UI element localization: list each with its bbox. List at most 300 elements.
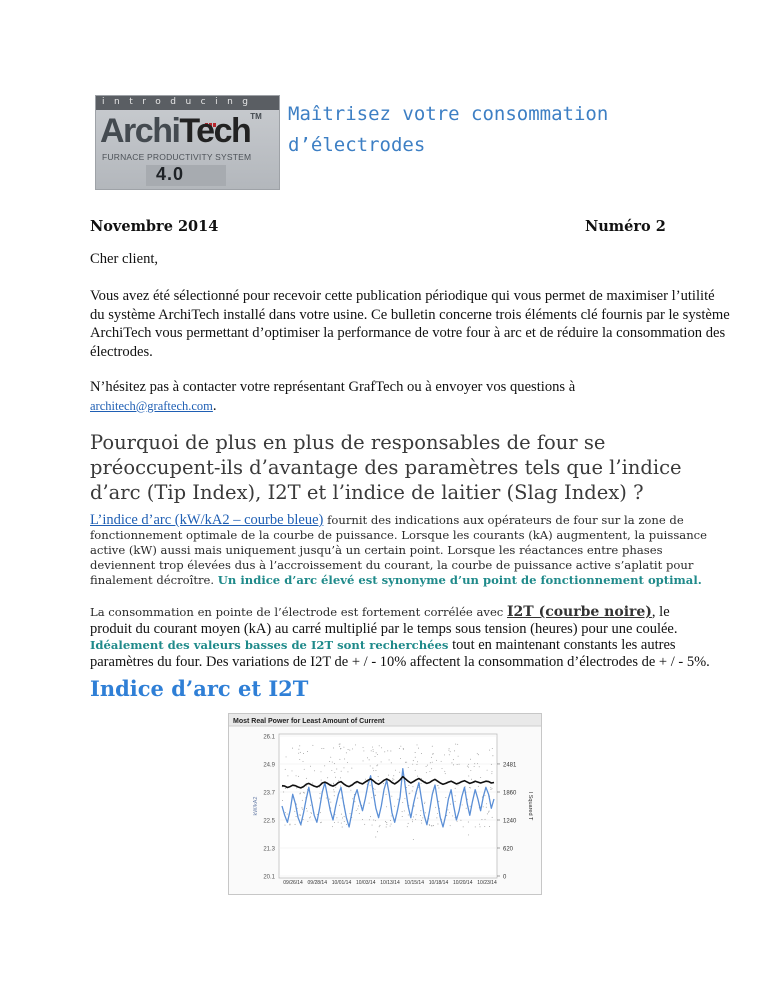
scatter-point [306,785,307,786]
tip-index-link[interactable]: L’indice d’arc (kW/kA2 – courbe bleue) [90,512,324,528]
scatter-point [303,792,304,793]
scatter-point [381,761,382,762]
scatter-point [451,762,452,763]
scatter-point [373,749,374,750]
scatter-point [489,750,490,751]
scatter-point [354,801,355,802]
scatter-point [406,762,407,763]
scatter-point [377,764,378,765]
scatter-point [371,797,372,798]
left-tick-label: 22.5 [263,818,275,825]
scatter-point [341,798,342,799]
scatter-point [425,812,426,813]
scatter-point [449,812,450,813]
scatter-point [340,748,341,749]
scatter-point [363,760,364,761]
scatter-point [350,790,351,791]
scatter-point [432,754,433,755]
logo-wordmark: ArchiTech™ [100,112,262,150]
scatter-point [292,770,293,771]
scatter-point [341,771,342,772]
scatter-point [314,770,315,771]
scatter-point [492,771,493,772]
scatter-point [432,762,433,763]
scatter-point [299,745,300,746]
scatter-point [463,826,464,827]
section-heading: Pourquoi de plus en plus de responsables de four se préoccupent-ils d’avantage des paramètres tels que l’indice d’arc (Tip Index), I2T et l’indice de laitier (Slag Index) ? [90,431,682,504]
scatter-point [363,750,364,751]
scatter-point [490,787,491,788]
scatter-point [340,786,341,787]
scatter-point [370,816,371,817]
scatter-point [444,754,445,755]
logo-version: 4.0 [156,164,185,184]
scatter-point [408,767,409,768]
scatter-point [404,798,405,799]
right-axis-label: I Squared T [527,791,533,821]
scatter-point [426,766,427,767]
scatter-point [393,775,394,776]
scatter-point [437,824,438,825]
scatter-point [301,807,302,808]
scatter-point [404,810,405,811]
scatter-point [474,763,475,764]
scatter-point [408,823,409,824]
scatter-point [479,824,480,825]
scatter-point [453,764,454,765]
tip-index-emphasis: Un indice d’arc élevé est synonyme d’un point de fonctionnement optimal. [217,573,702,587]
scatter-point [412,764,413,765]
scatter-point [364,824,365,825]
scatter-point [387,750,388,751]
scatter-point [300,752,301,753]
scatter-point [421,820,422,821]
scatter-point [352,748,353,749]
scatter-point [393,779,394,780]
scatter-point [376,765,377,766]
scatter-point [334,772,335,773]
scatter-point [417,744,418,745]
scatter-point [402,816,403,817]
scatter-point [470,787,471,788]
scatter-point [378,776,379,777]
scatter-point [310,817,311,818]
scatter-point [413,839,414,840]
scatter-point [486,807,487,808]
scatter-point [449,748,450,749]
scatter-point [459,764,460,765]
scatter-point [373,770,374,771]
scatter-point [320,812,321,813]
scatter-point [342,818,343,819]
scatter-point [379,826,380,827]
architech-logo [95,95,280,190]
scatter-point [471,779,472,780]
scatter-point [391,796,392,797]
scatter-point [492,788,493,789]
scatter-point [340,744,341,745]
scatter-point [333,789,334,790]
scatter-point [285,825,286,826]
scatter-point [422,817,423,818]
scatter-point [457,744,458,745]
scatter-point [430,762,431,763]
x-tick-label: 10/01/14 [331,880,352,886]
scatter-point [311,813,312,814]
scatter-point [402,811,403,812]
scatter-point [321,780,322,781]
scatter-point [383,783,384,784]
scatter-point [335,777,336,778]
scatter-point [426,772,427,773]
scatter-point [376,752,377,753]
scatter-point [385,821,386,822]
scatter-point [449,754,450,755]
i2t-label: I2T (courbe noire) [506,604,652,620]
scatter-point [475,826,476,827]
scatter-point [466,808,467,809]
scatter-point [329,799,330,800]
scatter-point [431,825,432,826]
scatter-point [487,770,488,771]
scatter-point [295,824,296,825]
scatter-point [412,821,413,822]
scatter-point [468,822,469,823]
x-tick-label: 09/26/14 [283,880,303,886]
scatter-point [485,795,486,796]
scatter-point [470,770,471,771]
scatter-point [347,762,348,763]
scatter-point [333,783,334,784]
scatter-point [310,805,311,806]
scatter-point [468,767,469,768]
scatter-point [483,806,484,807]
scatter-point [424,802,425,803]
newsletter-title: Maîtrisez votre consommation d’électrodes [288,103,609,156]
scatter-point [378,780,379,781]
scatter-point [480,826,481,827]
scatter-point [477,763,478,764]
scatter-point [388,775,389,776]
chart-title: Most Real Power for Least Amount of Current [233,718,385,725]
scatter-point [285,812,286,813]
i2t-emphasis: Idéalement des valeurs basses de I2T sont recherchées [90,638,449,652]
scatter-point [321,748,322,749]
scatter-point [299,793,300,794]
scatter-point [417,764,418,765]
scatter-point [334,795,335,796]
scatter-point [391,815,392,816]
scatter-point [346,752,347,753]
scatter-point [416,814,417,815]
scatter-point [484,826,485,827]
scatter-point [367,757,368,758]
scatter-point [458,785,459,786]
scatter-point [375,770,376,771]
scatter-point [336,817,337,818]
contact-paragraph [90,378,730,415]
i2t-paragraph [90,604,715,670]
scatter-point [333,747,334,748]
scatter-point [334,763,335,764]
scatter-point [487,813,488,814]
contact-text: N’hésitez pas à contacter votre représentant GrafTech ou à envoyer vos questions à [90,379,576,395]
scatter-point [321,822,322,823]
scatter-point [386,824,387,825]
scatter-point [344,767,345,768]
scatter-point [375,820,376,821]
scatter-point [375,756,376,757]
scatter-point [448,750,449,751]
scatter-point [375,789,376,790]
scatter-point [485,819,486,820]
scatter-point [432,746,433,747]
scatter-point [372,747,373,748]
scatter-point [369,803,370,804]
scatter-point [412,786,413,787]
scatter-point [321,771,322,772]
scatter-point [386,794,387,795]
scatter-point [319,798,320,799]
scatter-point [339,746,340,747]
scatter-point [399,772,400,773]
scatter-point [339,759,340,760]
scatter-point [421,783,422,784]
scatter-point [409,793,410,794]
x-tick-label: 10/20/14 [453,880,473,886]
scatter-point [386,822,387,823]
scatter-point [338,780,339,781]
scatter-point [346,824,347,825]
scatter-point [438,801,439,802]
scatter-point [492,748,493,749]
scatter-point [286,756,287,757]
scatter-point [469,787,470,788]
scatter-point [298,753,299,754]
scatter-point [340,777,341,778]
scatter-point [450,751,451,752]
scatter-point [371,750,372,751]
scatter-point [312,745,313,746]
scatter-point [348,771,349,772]
scatter-point [468,834,469,835]
scatter-point [421,753,422,754]
chart-svg [229,714,541,894]
scatter-point [442,768,443,769]
scatter-point [390,826,391,827]
scatter-point [377,831,378,832]
scatter-point [300,815,301,816]
right-tick-label: 1860 [503,790,517,797]
scatter-point [330,802,331,803]
scatter-point [461,820,462,821]
scatter-point [329,761,330,762]
scatter-point [323,748,324,749]
scatter-point [312,783,313,784]
scatter-point [369,759,370,760]
scatter-point [455,744,456,745]
scatter-point [455,795,456,796]
greeting: Cher client, [90,251,159,267]
x-tick-label: 10/13/14 [380,880,400,886]
scatter-point [438,785,439,786]
scatter-point [444,771,445,772]
scatter-point [429,771,430,772]
left-tick-label: 21.3 [263,846,275,853]
plot-area [279,734,497,878]
scatter-point [309,817,310,818]
scatter-point [306,778,307,779]
scatter-point [377,754,378,755]
scatter-point [394,806,395,807]
right-tick-label: 0 [503,874,507,881]
scatter-point [436,760,437,761]
right-tick-label: 620 [503,846,514,853]
scatter-point [331,770,332,771]
scatter-point [431,757,432,758]
scatter-point [296,816,297,817]
scatter-point [391,762,392,763]
scatter-point [468,776,469,777]
scatter-point [458,756,459,757]
x-tick-label: 10/18/14 [428,880,449,886]
scatter-point [408,815,409,816]
scatter-point [320,793,321,794]
x-tick-label: 10/03/14 [356,880,376,886]
scatter-point [299,814,300,815]
scatter-point [421,823,422,824]
scatter-point [307,751,308,752]
scatter-point [477,753,478,754]
scatter-point [417,776,418,777]
scatter-point [467,766,468,767]
scatter-point [424,803,425,804]
scatter-point [478,754,479,755]
scatter-point [403,749,404,750]
x-tick-label: 09/28/14 [307,880,327,886]
scatter-point [446,815,447,816]
scatter-point [462,804,463,805]
scatter-point [299,759,300,760]
left-tick-label: 24.9 [263,762,275,769]
intro-paragraph: Vous avez été sélectionné pour recevoir cette publication périodique qui vous permet de maximiser l’utilité du système ArchiTech installé dans votre usine. Ce bulletin concerne trois éléments clé fournis par le système ArchiTech vous permettant d’optimiser la performance de votre four à arc et de réduire la consommation des électrodes. [90,288,730,360]
scatter-point [332,762,333,763]
scatter-point [400,758,401,759]
scatter-point [303,753,304,754]
scatter-point [282,800,283,801]
scatter-point [427,765,428,766]
scatter-point [415,752,416,753]
scatter-point [489,811,490,812]
scatter-point [362,819,363,820]
scatter-point [457,764,458,765]
left-axis-label: kW/kA2 [253,796,259,816]
scatter-point [296,787,297,788]
scatter-point [327,777,328,778]
scatter-point [438,787,439,788]
scatter-point [420,810,421,811]
scatter-point [479,766,480,767]
scatter-point [489,826,490,827]
logo-subtitle: FURNACE PRODUCTIVITY SYSTEM [102,152,252,162]
scatter-point [405,762,406,763]
scatter-point [400,746,401,747]
scatter-point [392,780,393,781]
scatter-point [341,823,342,824]
scatter-point [481,819,482,820]
scatter-point [450,804,451,805]
scatter-point [358,805,359,806]
scatter-point [398,799,399,800]
scatter-point [355,744,356,745]
scatter-point [344,759,345,760]
scatter-point [486,803,487,804]
scatter-point [436,817,437,818]
scatter-point [363,747,364,748]
scatter-point [412,819,413,820]
scatter-point [365,779,366,780]
scatter-point [491,764,492,765]
scatter-point [326,798,327,799]
scatter-point [296,775,297,776]
i2t-text2: tout en maintenant constants les autres paramètres du four. Des variations de I2T de + / - 10% affectent la consommation d’électrodes de + / - 5%. [90,637,710,670]
scatter-point [488,812,489,813]
scatter-point [492,817,493,818]
scatter-point [390,820,391,821]
scatter-point [429,824,430,825]
scatter-point [435,807,436,808]
scatter-point [287,775,288,776]
scatter-point [417,761,418,762]
scatter-point [379,825,380,826]
scatter-point [406,787,407,788]
scatter-point [375,795,376,796]
scatter-point [302,809,303,810]
scatter-point [352,798,353,799]
scatter-point [373,820,374,821]
scatter-point [474,766,475,767]
scatter-point [302,800,303,801]
scatter-point [332,826,333,827]
scatter-point [359,813,360,814]
scatter-point [407,826,408,827]
scatter-point [341,814,342,815]
scatter-point [408,785,409,786]
scatter-point [342,827,343,828]
scatter-point [453,759,454,760]
scatter-point [450,825,451,826]
contact-email-link[interactable]: architech@graftech.com [90,398,213,413]
i2t-text1: , le produit du courant moyen (kA) au carré multiplié par le temps sous tension (heures) pour une coulée. [90,604,678,637]
scatter-point [375,837,376,838]
scatter-point [452,815,453,816]
scatter-point [389,759,390,760]
scatter-point [283,792,284,793]
scatter-point [334,791,335,792]
scatter-point [351,768,352,769]
scatter-point [431,768,432,769]
scatter-point [290,824,291,825]
scatter-point [338,822,339,823]
scatter-point [310,766,311,767]
scatter-point [350,813,351,814]
scatter-point [324,765,325,766]
scatter-point [413,760,414,761]
scatter-point [306,808,307,809]
scatter-point [455,801,456,802]
scatter-point [455,788,456,789]
scatter-point [335,787,336,788]
